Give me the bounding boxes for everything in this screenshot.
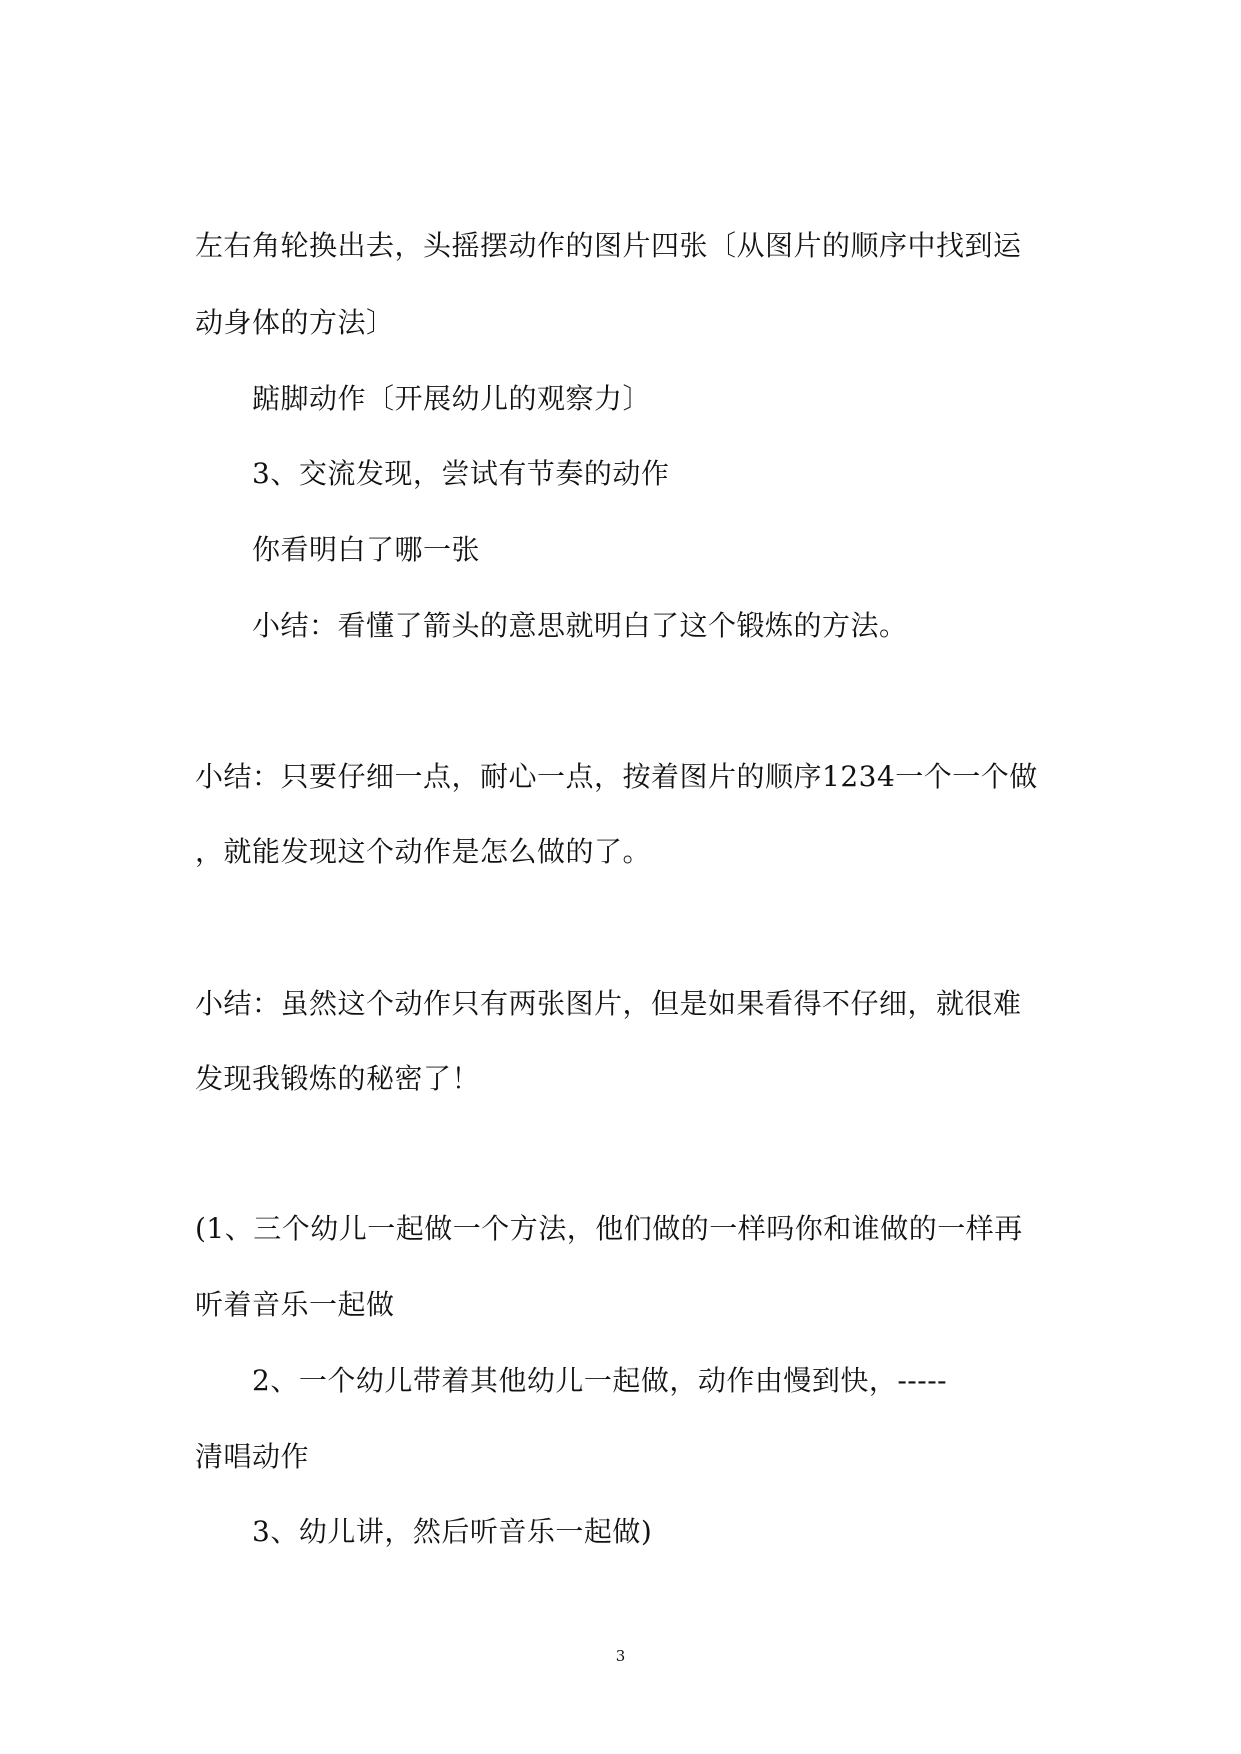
paragraph-line-1: 左右角轮换出去，头摇摆动作的图片四张〔从图片的顺序中找到运	[195, 229, 1022, 262]
paragraph-line-2: 动身体的方法〕	[195, 306, 395, 339]
paragraph-line-7: 小结：只要仔细一点，耐心一点，按着图片的顺序1234一个一个做	[195, 760, 1038, 793]
paragraph-line-8: ，就能发现这个动作是怎么做的了。	[195, 835, 652, 868]
paragraph-line-9: 小结：虽然这个动作只有两张图片，但是如果看得不仔细，就很难	[195, 987, 1022, 1020]
paragraph-line-12: 听着音乐一起做	[195, 1288, 395, 1321]
paragraph-line-6: 小结：看懂了箭头的意思就明白了这个锻炼的方法。	[252, 609, 908, 642]
paragraph-line-10: 发现我锻炼的秘密了！	[195, 1062, 481, 1095]
paragraph-line-13: 2、一个幼儿带着其他幼儿一起做，动作由慢到快，-----	[252, 1364, 948, 1397]
paragraph-line-15: 3、幼儿讲，然后听音乐一起做)	[252, 1515, 653, 1548]
paragraph-line-11: (1、三个幼儿一起做一个方法，他们做的一样吗你和谁做的一样再	[195, 1212, 1023, 1245]
paragraph-line-4: 3、交流发现，尝试有节奏的动作	[252, 457, 670, 490]
paragraph-line-14: 清唱动作	[195, 1440, 310, 1473]
paragraph-line-5: 你看明白了哪一张	[252, 533, 481, 566]
paragraph-line-3: 踮脚动作〔开展幼儿的观察力〕	[252, 382, 652, 415]
page-number: 3	[615, 1647, 626, 1665]
